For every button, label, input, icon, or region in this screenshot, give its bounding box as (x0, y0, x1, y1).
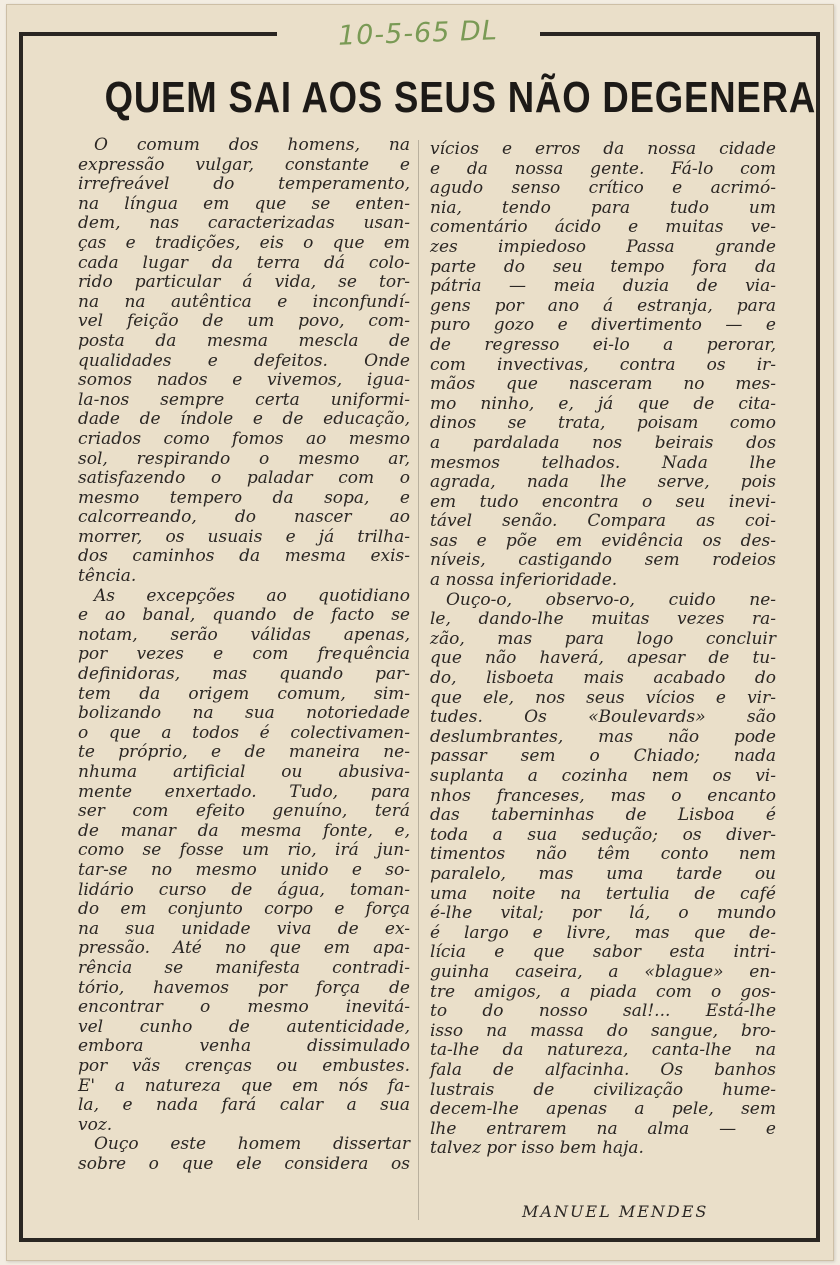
text-line: pátria — meia duzia de via- (430, 276, 776, 297)
text-line: níveis, castigando sem rodeios (430, 550, 776, 571)
column-divider (418, 140, 419, 1220)
text-line: mente enxertado. Tudo, para (78, 781, 410, 802)
text-line: dade de índole e de educação, (78, 409, 410, 430)
text-line: nia, tendo para tudo um (430, 197, 776, 218)
article-headline: QUEM SAI AOS SEUS NÃO DEGENERA (104, 73, 817, 122)
text-line: agudo senso crítico e acrimó- (430, 178, 776, 199)
text-line: to do nosso sal!... Está-lhe (430, 1001, 776, 1022)
text-line: timentos não têm conto nem (430, 844, 776, 865)
text-line: decem-lhe apenas a pele, sem (430, 1099, 776, 1120)
handwritten-date-annotation: 10-5-65 DL (337, 15, 499, 52)
text-line: tência. (78, 566, 137, 587)
text-line: morrer, os usuais e já trilha- (78, 526, 410, 547)
text-line: com invectivas, contra os ir- (430, 354, 776, 375)
text-line: tar-se no mesmo unido e so- (78, 859, 410, 880)
text-line: expressão vulgar, constante e (78, 154, 410, 175)
text-line: do em conjunto corpo e força (78, 899, 410, 920)
text-line: dinos se trata, poisam como (430, 413, 776, 434)
text-line: cada lugar da terra dá colo- (78, 252, 410, 273)
text-line: agrada, nada lhe serve, pois (430, 472, 776, 493)
text-line: le, dando-lhe muitas vezes ra- (430, 609, 776, 630)
text-line: encontrar o mesmo inevitá- (78, 997, 410, 1018)
text-line: paralelo, mas uma tarde ou (430, 863, 776, 884)
frame-rule-right (816, 32, 820, 1242)
text-line: rência se manifesta contradi- (78, 957, 410, 978)
text-line: qualidades e defeitos. Onde (78, 350, 410, 371)
text-line: calcorreando, do nascer ao (78, 507, 410, 528)
text-line: das taberninhas de Lisboa é (430, 805, 776, 826)
text-line: O comum dos homens, na (94, 135, 410, 155)
text-line: lícia e que sabor esta intri- (430, 942, 776, 963)
text-line: tório, havemos por força de (78, 977, 410, 998)
text-line: por vezes e com frequência (78, 644, 410, 665)
text-line: puro gozo e divertimento — e (430, 315, 776, 336)
text-line: dos caminhos da mesma exis- (78, 546, 410, 567)
text-line: por vãs crenças ou embustes. (78, 1055, 410, 1076)
text-line: lhe entrarem na alma — e (430, 1118, 776, 1139)
text-line: voz. (78, 1114, 113, 1135)
text-line: de regresso ei-lo a perorar, (430, 334, 776, 355)
text-line: é largo e livre, mas que de- (430, 922, 776, 943)
text-line: tem da origem comum, sim- (78, 683, 410, 704)
text-line: em tudo encontra o seu inevi- (430, 491, 776, 512)
text-line: rido particular á vida, se tor- (78, 272, 410, 293)
text-line: Ouço este homem dissertar (94, 1134, 410, 1155)
text-line: ta-lhe da natureza, canta-lhe na (430, 1040, 776, 1061)
text-line: é-lhe vital; por lá, o mundo (430, 903, 776, 924)
text-line: de manar da mesma fonte, e, (78, 820, 410, 841)
article-column-left (78, 136, 410, 1174)
text-line: satisfazendo o paladar com o (78, 468, 410, 489)
frame-rule-top-right (540, 32, 820, 36)
text-line: nhos franceses, mas o encanto (430, 785, 776, 806)
text-line: sol, respirando o mesmo ar, (78, 448, 410, 469)
text-line: toda a sua sedução; os diver- (430, 824, 776, 845)
text-line: e ao banal, quando de facto se (78, 605, 410, 626)
text-line: Ouço-o, observo-o, cuido ne- (446, 589, 776, 610)
text-line: zão, mas para logo concluir (430, 628, 776, 649)
text-line: sas e põe em evidência os des- (430, 530, 776, 551)
text-line: somos nados e vivemos, igua- (78, 370, 410, 391)
frame-rule-bottom (19, 1238, 820, 1242)
text-line: ças e tradições, eis o que em (78, 232, 410, 253)
text-line: la-nos sempre certa uniformi- (78, 389, 410, 410)
text-line: parte do seu tempo fora da (430, 256, 776, 277)
text-line: vel feição de um povo, com- (78, 311, 410, 332)
text-line: deslumbrantes, mas não pode (430, 726, 776, 747)
text-line: bolizando na sua notoriedade (78, 703, 410, 724)
text-line: gens por ano á estranja, para (430, 295, 776, 316)
text-line: pressão. Até no que em apa- (78, 938, 410, 959)
text-line: dem, nas caracterizadas usan- (78, 213, 410, 234)
text-line: como se fosse um rio, irá jun- (78, 840, 410, 861)
text-line: lidário curso de água, toman- (78, 879, 410, 900)
text-line: posta da mesma mescla de (78, 330, 410, 351)
text-line: irrefreável do temperamento, (78, 174, 410, 195)
text-line: ser com efeito genuíno, terá (78, 801, 410, 822)
frame-rule-top-left (19, 32, 277, 36)
text-line: do, lisboeta mais acabado do (430, 668, 776, 689)
text-line: que não haverá, apesar de tu- (430, 648, 776, 669)
text-line: notam, serão válidas apenas, (78, 624, 410, 645)
text-line: tre amigos, a piada com o gos- (430, 981, 776, 1002)
text-line: embora venha dissimulado (78, 1036, 410, 1057)
text-line: mesmo tempero da sopa, e (78, 487, 410, 508)
text-line: mãos que nasceram no mes- (430, 374, 776, 395)
text-line: a pardalada nos beirais dos (430, 432, 776, 453)
text-line: na na autêntica e inconfundí- (78, 291, 410, 312)
text-line: mo ninho, e, já que de cita- (430, 393, 776, 414)
text-line: isso na massa do sangue, bro- (430, 1020, 776, 1041)
text-line: zes impiedoso Passa grande (430, 236, 776, 257)
text-line: criados como fomos ao mesmo (78, 428, 410, 449)
text-line: na língua em que se enten- (78, 193, 410, 214)
text-line: a nossa inferioridade. (430, 570, 618, 591)
text-line: definidoras, mas quando par- (78, 664, 410, 685)
text-line: talvez por isso bem haja. (430, 1138, 644, 1159)
text-line: sobre o que ele considera os (78, 1153, 410, 1174)
article-column-right (430, 140, 776, 1159)
text-line: E' a natureza que em nós fa- (78, 1075, 410, 1096)
text-line: uma noite na tertulia de café (430, 883, 776, 904)
author-signature: MANUEL MENDES (522, 1202, 709, 1221)
text-line: fala de alfacinha. Os banhos (430, 1059, 776, 1080)
text-line: tudes. Os «Boulevards» são (430, 707, 776, 728)
text-line: vel cunho de autenticidade, (78, 1016, 410, 1037)
text-line: na sua unidade viva de ex- (78, 918, 410, 939)
text-line: o que a todos é colectivamen- (78, 722, 410, 743)
text-line: As excepções ao quotidiano (94, 585, 410, 606)
text-line: tável senão. Compara as coi- (430, 511, 776, 532)
text-line: e da nossa gente. Fá-lo com (430, 158, 776, 179)
text-line: comentário ácido e muitas ve- (430, 217, 776, 238)
text-line: la, e nada fará calar a sua (78, 1095, 410, 1116)
text-line: nhuma artificial ou abusiva- (78, 762, 410, 782)
text-line: te próprio, e de maneira ne- (78, 742, 410, 763)
text-line: que ele, nos seus vícios e vir- (430, 687, 776, 708)
text-line: guinha caseira, a «blague» en- (430, 961, 776, 982)
frame-rule-left (19, 32, 23, 1242)
text-line: suplanta a cozinha nem os vi- (430, 766, 776, 786)
text-line: passar sem o Chiado; nada (430, 746, 776, 767)
text-line: mesmos telhados. Nada lhe (430, 452, 776, 473)
text-line: vícios e erros da nossa cidade (430, 139, 776, 159)
text-line: lustrais de civilização hume- (430, 1079, 776, 1100)
